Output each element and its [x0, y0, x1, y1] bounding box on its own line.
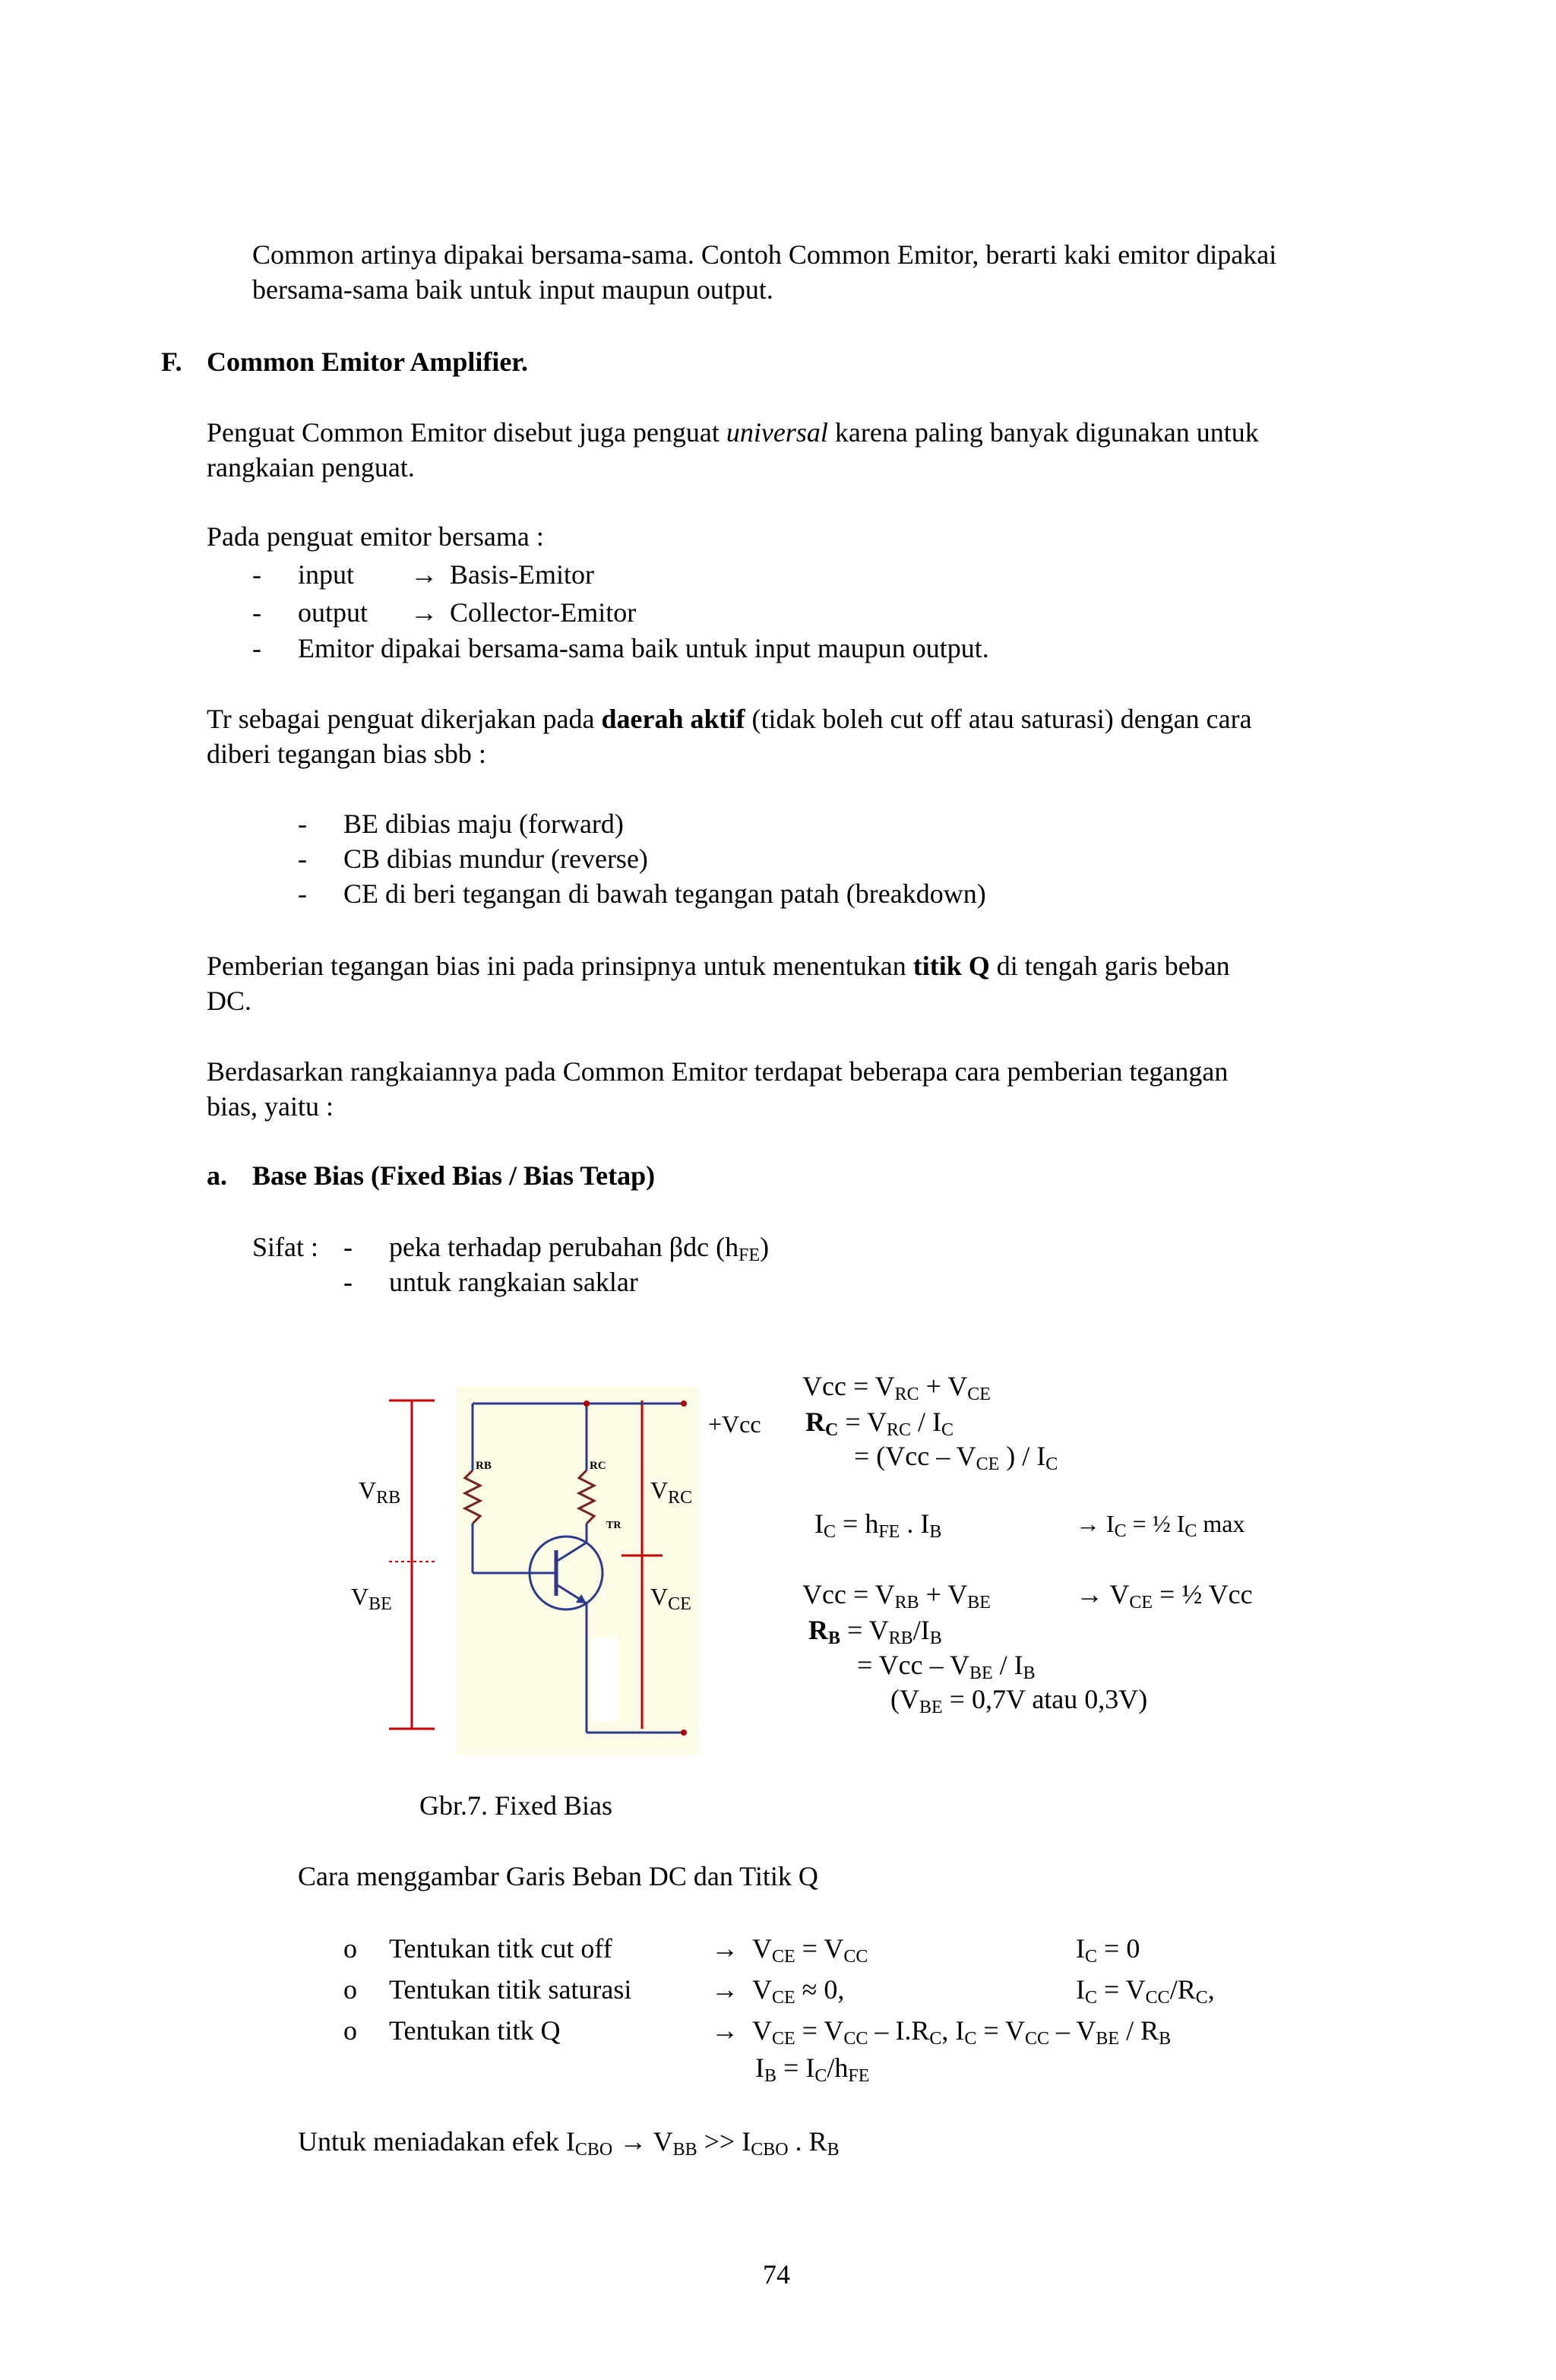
eq4-a: I: [814, 1508, 824, 1539]
bias-item-3: CE di beri tegangan di bawah tegangan patah (breakdown): [343, 878, 986, 909]
vrb-label-sub: RB: [376, 1488, 401, 1508]
lr2-ic-s3: C: [1195, 1988, 1208, 2008]
para-universal: [207, 415, 1398, 485]
eq8-m: = 0,7V atau 0,3V): [942, 1684, 1148, 1714]
eq4r-s1: C: [1114, 1521, 1127, 1541]
lr3-s1: CE: [772, 2029, 795, 2049]
load-row-2-ic: [1076, 1973, 1215, 2006]
lr3-e4: – V: [1049, 2015, 1096, 2046]
rb-label: RB: [476, 1460, 492, 1472]
eq6-b: R: [808, 1615, 828, 1645]
icbo-s1: CBO: [574, 2140, 613, 2160]
sifat-item-2: untuk rangkaian saklar: [389, 1267, 638, 1297]
load-row-1-ic: [1076, 1932, 1140, 1965]
eq1-m: + V: [919, 1371, 968, 1401]
para5-line-1: Berdasarkan rangkaiannya pada Common Emitor terdapat beberapa cara pemberian tegangan: [207, 1056, 1229, 1087]
load-row-2-label: Tentukan titik saturasi: [389, 1974, 632, 2005]
vbe-label: [351, 1582, 392, 1614]
intro-paragraph: [252, 237, 1398, 307]
lr3-e2: , I: [941, 2015, 965, 2046]
arrow-icon: →: [1076, 1579, 1103, 1609]
eq1-s1: RC: [894, 1385, 919, 1404]
eq2-m: / I: [911, 1407, 942, 1437]
lr3-e5: / R: [1119, 2015, 1159, 2046]
load-row-2-eq: [711, 1973, 844, 2006]
lr1-a: V: [752, 1933, 772, 1964]
para4-pre: Pemberian tegangan bias ini pada prinsipnya untuk menentukan: [207, 951, 913, 981]
eq4-e: . I: [900, 1508, 930, 1539]
lr3b-s2: C: [814, 2066, 827, 2086]
sifat-item-1: [389, 1231, 769, 1264]
lr3b-s3: FE: [848, 2066, 870, 2086]
lr3-s3: C: [929, 2029, 942, 2049]
icbo-mid: V: [653, 2126, 673, 2157]
node-dot: [584, 1400, 590, 1407]
eq-vcc-vrb-vbe: [802, 1578, 991, 1611]
lr3-s4: C: [964, 2029, 977, 2049]
vcc-label: +Vcc: [708, 1410, 761, 1438]
sifat-item-1-text: peka terhadap perubahan βdc (h: [389, 1232, 739, 1262]
bullet-icon: o: [343, 1933, 357, 1964]
load-row-1-eq: [711, 1932, 868, 1965]
eq6-s2: B: [929, 1628, 942, 1648]
lr3-s6: BE: [1096, 2029, 1120, 2049]
eq5-m: + V: [919, 1579, 968, 1609]
sifat-item-1-sub: FE: [738, 1245, 761, 1265]
para4-bold: titik Q: [912, 951, 990, 981]
para3-bold: daerah aktif: [601, 704, 745, 734]
vbe-label-sub: BE: [368, 1594, 392, 1614]
lr2-ic: I: [1076, 1974, 1085, 2005]
eq2-b: R: [805, 1407, 825, 1437]
eq4-s3: B: [929, 1522, 942, 1542]
vce-label-sub: CE: [668, 1594, 691, 1614]
para2-item-2-target: Collector-Emitor: [450, 597, 637, 628]
lr3-m: = V: [795, 2015, 844, 2046]
para2-dash-3: -: [252, 633, 261, 663]
lr3-e3: = V: [976, 2015, 1026, 2046]
subsection-letter: a.: [207, 1160, 227, 1191]
lr1-m: = V: [795, 1933, 844, 1964]
bias-item-1: BE dibias maju (forward): [343, 809, 624, 839]
intro-line-1: Common artinya dipakai bersama-sama. Contoh Common Emitor, berarti kaki emitor dipakai: [252, 239, 1277, 270]
vrb-label: [359, 1476, 401, 1508]
rc-label: RC: [590, 1460, 606, 1472]
para1-emphasis: universal: [726, 417, 828, 448]
eq1-s2: CE: [967, 1385, 991, 1404]
eq4r-e: max: [1197, 1510, 1245, 1537]
para2-item-3-label: Emitor dipakai bersama-sama baik untuk input maupun output.: [298, 633, 989, 663]
sifat-dash: -: [343, 1267, 353, 1297]
lr1-s1: CE: [772, 1947, 795, 1967]
para1-post: karena paling banyak digunakan untuk: [827, 417, 1259, 448]
lr1-ic: I: [1076, 1933, 1085, 1964]
eq-ic-half: [1076, 1509, 1245, 1541]
para-titik-q: [207, 948, 1398, 1018]
vrc-label: [650, 1476, 693, 1508]
eq-ic: [814, 1508, 941, 1540]
sifat-label: Sifat :: [252, 1232, 318, 1262]
lr1-ic-e: = 0: [1097, 1933, 1140, 1964]
para2-intro: Pada penguat emitor bersama :: [207, 521, 544, 552]
eq4r-a: I: [1100, 1510, 1115, 1537]
bias-dash: -: [298, 878, 307, 909]
eq7-m: / I: [992, 1650, 1023, 1680]
diagram-background: [456, 1387, 699, 1755]
lr2-m: ≈ 0,: [795, 1974, 845, 2005]
icbo-line: [298, 2125, 840, 2158]
load-line-title: Cara menggambar Garis Beban DC dan Titik Q: [298, 1861, 818, 1891]
arrow-icon: →: [711, 2015, 738, 2046]
para5-line-2: bias, yaitu :: [207, 1091, 334, 1122]
eq6-a: = V: [840, 1615, 889, 1645]
tr-label: TR: [606, 1520, 621, 1531]
para4-line-2: DC.: [207, 986, 252, 1016]
para3-pre: Tr sebagai penguat dikerjakan pada: [207, 704, 602, 734]
bias-item-2: CB dibias mundur (reverse): [343, 843, 648, 874]
eq6-m: /I: [912, 1615, 930, 1645]
eq-rb: [808, 1614, 942, 1647]
eq4-s1: C: [824, 1522, 837, 1542]
lr3-s7: B: [1159, 2029, 1172, 2049]
section-letter: F.: [161, 347, 182, 377]
eq4-s2: FE: [878, 1522, 900, 1542]
icbo-m3: . R: [788, 2126, 827, 2157]
para-universal-line-2: rangkaian penguat.: [207, 452, 415, 483]
icbo-s4: B: [827, 2140, 840, 2160]
eq1-a: Vcc = V: [802, 1371, 895, 1401]
lr3-s5: CC: [1025, 2029, 1050, 2049]
eq2-bs: C: [825, 1420, 839, 1440]
lr2-ic-m: /R: [1169, 1974, 1196, 2005]
eq5-a: Vcc = V: [802, 1579, 895, 1609]
arrow-icon: →: [410, 559, 438, 590]
eq4r-s2: C: [1184, 1521, 1197, 1541]
eq7-s2: B: [1023, 1663, 1036, 1683]
para3-line-2: diberi tegangan bias sbb :: [207, 739, 486, 769]
para4-post: di tengah garis beban: [989, 951, 1230, 981]
vce-label-v: V: [650, 1583, 669, 1610]
eq5r-s1: CE: [1129, 1593, 1153, 1613]
lr2-ic-end: ,: [1207, 1974, 1215, 2005]
icbo-s2: BB: [672, 2140, 697, 2160]
vrc-label-v: V: [650, 1476, 669, 1504]
load-row-3-eq: [711, 2014, 1171, 2047]
eq2-s1: RC: [887, 1420, 912, 1440]
lr2-a: V: [752, 1974, 772, 2005]
subsection-title: Base Bias (Fixed Bias / Bias Tetap): [252, 1160, 656, 1191]
arrow-icon: →: [1076, 1510, 1100, 1537]
eq5r-m: = ½ Vcc: [1153, 1579, 1253, 1609]
eq6-bs: B: [828, 1628, 841, 1648]
para4-line-1: [207, 948, 1398, 983]
eq-vce-half: [1076, 1578, 1253, 1611]
eq8-s1: BE: [919, 1698, 943, 1717]
sifat-dash: -: [343, 1232, 353, 1262]
lr2-ic-e: = V: [1097, 1974, 1146, 2005]
lr3b-a: I: [755, 2052, 764, 2083]
eq-vbe-note: [890, 1683, 1147, 1716]
para2-item-1-target: Basis-Emitor: [450, 559, 594, 590]
load-row-3-ib: [755, 2052, 869, 2084]
lr1-ic-s: C: [1085, 1947, 1098, 1967]
lr1-s2: CC: [843, 1947, 868, 1967]
node-dot: [681, 1730, 687, 1736]
lr2-s1: CE: [772, 1988, 795, 2008]
bullet-icon: o: [343, 2015, 357, 2046]
para2-dash-1: -: [252, 559, 261, 590]
diagram-gap: [591, 1638, 618, 1721]
lr3-s2: CC: [843, 2029, 868, 2049]
icbo-m2: >> I: [697, 2126, 751, 2157]
load-row-3-label: Tentukan titk Q: [389, 2015, 561, 2046]
vrb-label-v: V: [359, 1476, 377, 1504]
eq5-s2: BE: [967, 1593, 991, 1613]
eq3-s1: CE: [976, 1454, 1000, 1474]
lr3-e: – I.R: [868, 2015, 930, 2046]
sifat-item-1-end: ): [760, 1232, 770, 1262]
para-daerah-aktif: [207, 701, 1398, 771]
vce-label: [650, 1582, 691, 1614]
section-title: Common Emitor Amplifier.: [207, 347, 528, 377]
lr3b-m: = I: [776, 2052, 815, 2083]
eq7-a: = Vcc – V: [857, 1650, 969, 1680]
icbo-s3: CBO: [751, 2140, 789, 2160]
para2-item-2-label: output: [298, 597, 368, 628]
page-number: 74: [763, 2259, 790, 2290]
para-berdasarkan: [207, 1054, 1398, 1124]
lr2-ic-s2: CC: [1145, 1988, 1170, 2008]
eq2-a: = V: [838, 1407, 887, 1437]
arrow-icon: →: [612, 2126, 653, 2157]
load-row-1-label: Tentukan titk cut off: [389, 1933, 612, 1964]
para2-dash-2: -: [252, 597, 261, 628]
eq3-m: ) / I: [999, 1441, 1046, 1471]
lr3b-s1: B: [764, 2066, 777, 2086]
eq-rc-expanded: [854, 1440, 1058, 1473]
eq3-s2: C: [1045, 1454, 1058, 1474]
lr3b-e: /h: [827, 2052, 849, 2083]
figure-caption: Gbr.7. Fixed Bias: [419, 1790, 613, 1821]
eq-rc: [805, 1406, 954, 1438]
para1-pre: Penguat Common Emitor disebut juga penguat: [207, 417, 726, 448]
bullet-icon: o: [343, 1974, 357, 2005]
arrow-icon: →: [410, 597, 438, 628]
eq-vcc-vrc-vce: [802, 1370, 991, 1403]
lr2-ic-s: C: [1085, 1988, 1098, 2008]
bias-dash: -: [298, 809, 307, 839]
vrc-label-sub: RC: [668, 1488, 693, 1508]
eq7-s1: BE: [969, 1663, 993, 1683]
eq6-s1: RB: [888, 1628, 913, 1648]
bias-dash: -: [298, 843, 307, 874]
arrow-icon: →: [711, 1974, 738, 2005]
para3-line-1: [207, 701, 1398, 736]
icbo-pre: Untuk meniadakan efek I: [298, 2126, 575, 2157]
para3-post: (tidak boleh cut off atau saturasi) dengan cara: [745, 704, 1252, 734]
fixed-bias-circuit-diagram: [349, 1379, 745, 1759]
eq2-s2: C: [941, 1420, 954, 1440]
eq4r-m: = ½ I: [1126, 1510, 1185, 1537]
eq5r-a: V: [1103, 1579, 1130, 1609]
node-dot: [681, 1400, 687, 1407]
eq-rb-expanded: [857, 1649, 1036, 1682]
arrow-icon: →: [711, 1933, 738, 1964]
intro-line-2: bersama-sama baik untuk input maupun output.: [252, 274, 773, 305]
lr3-a: V: [752, 2015, 772, 2046]
vbe-label-v: V: [351, 1583, 369, 1610]
eq3-a: = (Vcc – V: [854, 1441, 976, 1471]
para-universal-line-1: [207, 415, 1398, 450]
eq8-a: (V: [890, 1684, 919, 1714]
eq4-m: = h: [836, 1508, 879, 1539]
para2-item-1-label: input: [298, 559, 355, 590]
eq5-s1: RB: [894, 1593, 919, 1613]
